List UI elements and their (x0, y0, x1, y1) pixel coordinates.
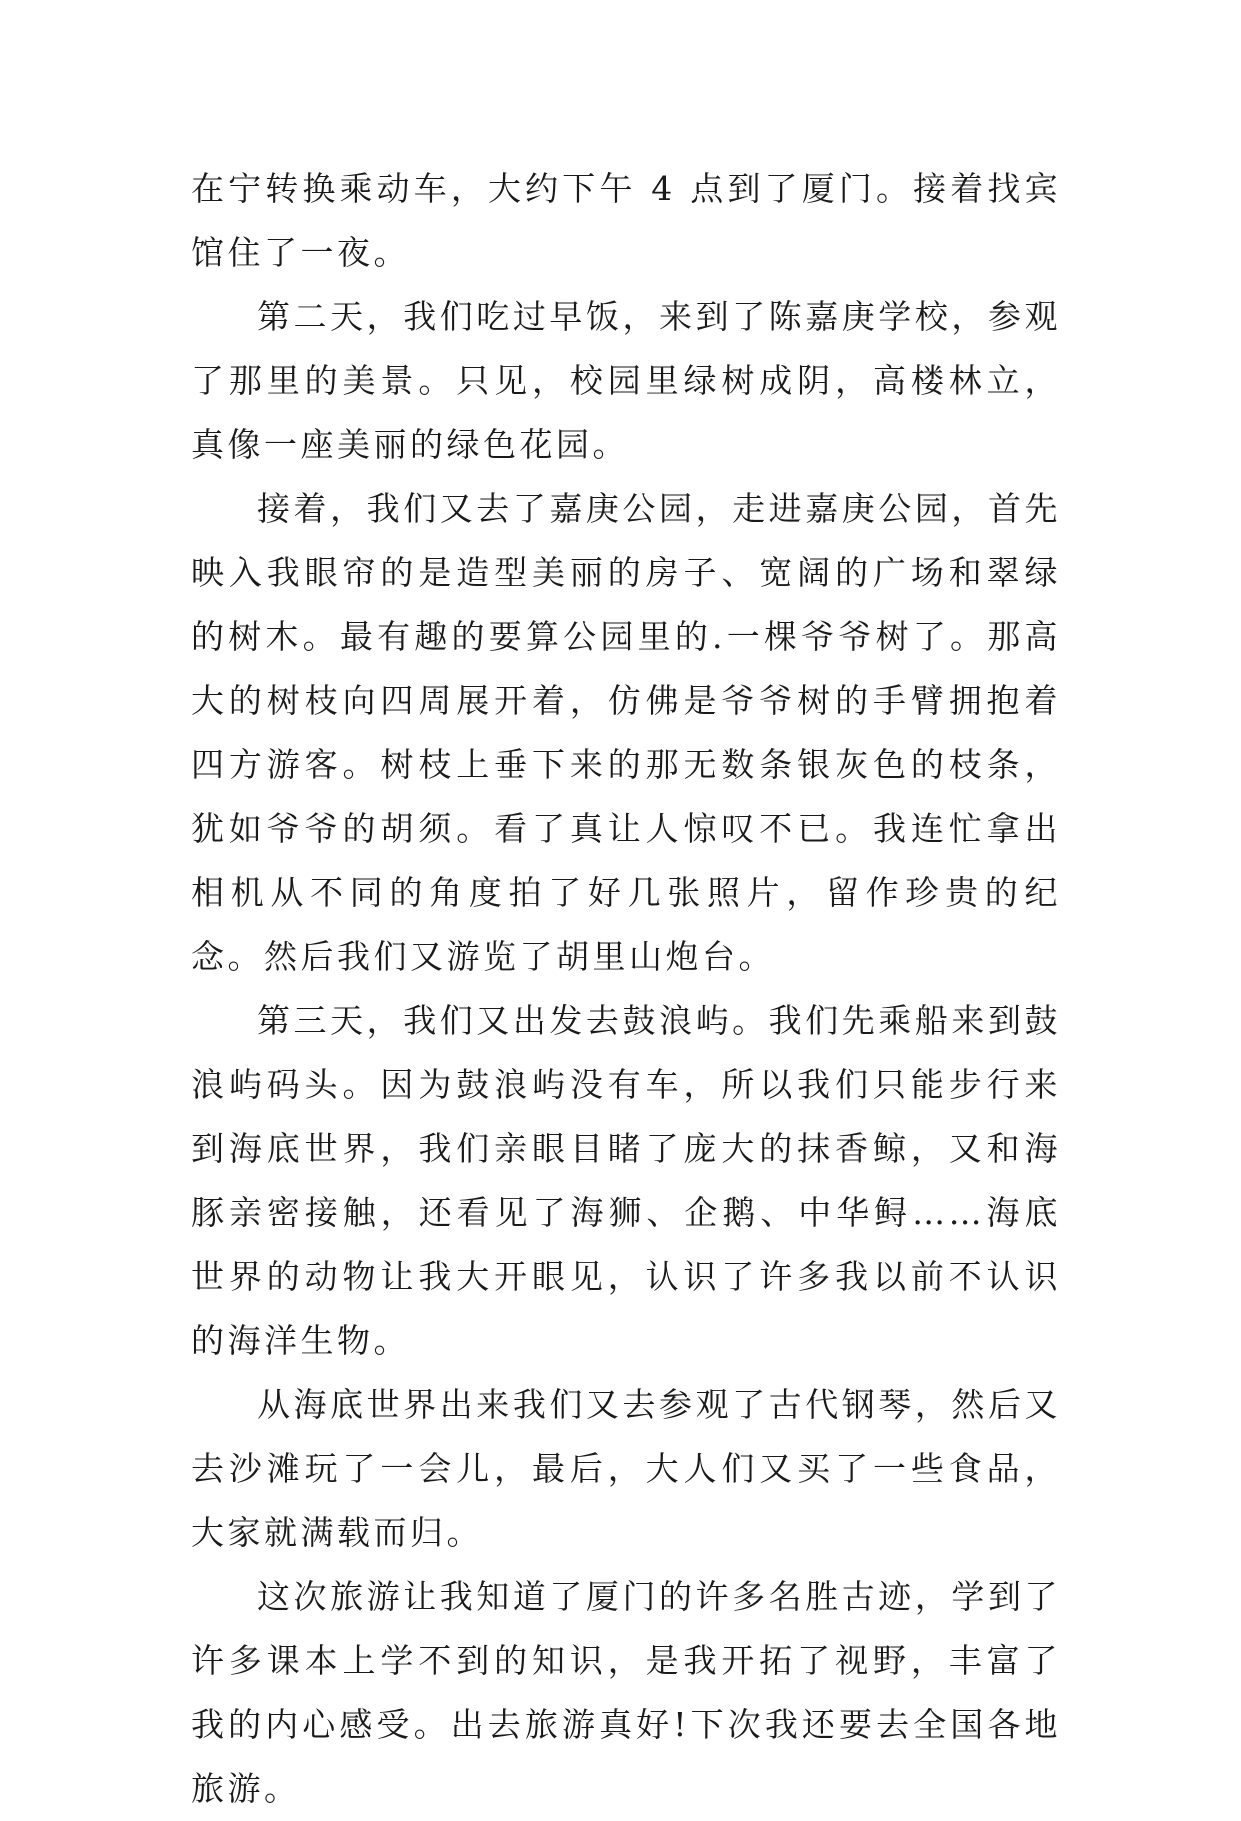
paragraph-conclusion: 这次旅游让我知道了厦门的许多名胜古迹，学到了许多课本上学不到的知识，是我开拓了视野，丰富了我的内心感受。出去旅游真好!下次我还要去全国各地旅游。 (191, 1577, 1061, 1808)
paragraph-continuation: 在宁转换乘动车，大约下午 4 点到了厦门。接着找宾馆住了一夜。 (191, 169, 1061, 272)
paragraph-day-two: 第二天，我们吃过早饭，来到了陈嘉庚学校，参观了那里的美景。只见，校园里绿树成阴，高楼林立，真像一座美丽的绿色花园。 (191, 297, 1061, 464)
paragraph-beach: 从海底世界出来我们又去参观了古代钢琴，然后又去沙滩玩了一会儿，最后，大人们又买了一些食品，大家就满载而归。 (191, 1385, 1061, 1552)
document-body (191, 157, 1061, 1821)
paragraph-jiageng-park: 接着，我们又去了嘉庚公园，走进嘉庚公园，首先映入我眼帘的是造型美丽的房子、宽阔的广场和翠绿的树木。最有趣的要算公园里的.一棵爷爷树了。那高大的树枝向四周展开着，仿佛是爷爷树的手臂拥抱着四方游客。树枝上垂下来的那无数条银灰色的枝条，犹如爷爷的胡须。看了真让人惊叹不已。我连忙拿出相机从不同的角度拍了好几张照片，留作珍贵的纪念。然后我们又游览了胡里山炮台。 (191, 489, 1061, 976)
paragraph-day-three: 第三天，我们又出发去鼓浪屿。我们先乘船来到鼓浪屿码头。因为鼓浪屿没有车，所以我们只能步行来到海底世界，我们亲眼目睹了庞大的抹香鲸，又和海豚亲密接触，还看见了海狮、企鹅、中华鲟……海底世界的动物让我大开眼见，认识了许多我以前不认识的海洋生物。 (191, 1001, 1061, 1360)
